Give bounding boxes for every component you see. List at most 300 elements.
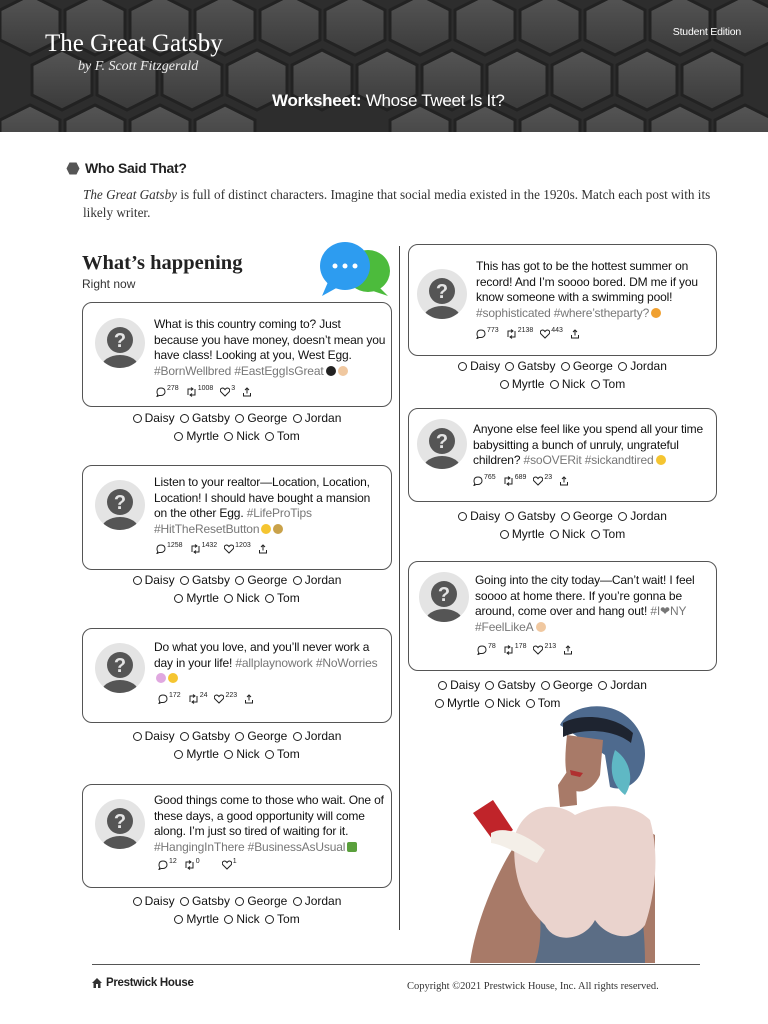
reply-count: 172 xyxy=(169,692,181,699)
svg-text:?: ? xyxy=(435,431,449,453)
radio-circle xyxy=(180,732,189,741)
book-author: by F. Scott Fitzgerald xyxy=(78,59,199,74)
choice-george[interactable] xyxy=(561,358,613,375)
svg-text:?: ? xyxy=(113,811,127,833)
heart-icon xyxy=(220,387,230,397)
choice-gatsby[interactable] xyxy=(180,572,230,589)
copyright-text: Copyright ©2021 Prestwick House, Inc. All rights reserved. xyxy=(407,981,659,992)
heart-icon xyxy=(222,860,232,870)
choice-myrtle[interactable] xyxy=(174,746,219,763)
choice-label: Nick xyxy=(236,912,260,926)
retweet-count: 178 xyxy=(514,643,527,650)
retweet-icon xyxy=(188,694,199,704)
choice-label: Tom xyxy=(277,429,300,443)
choice-label: Nick xyxy=(236,429,260,443)
choice-gatsby[interactable] xyxy=(180,893,230,910)
share-stat[interactable] xyxy=(563,645,574,655)
radio-circle xyxy=(561,512,570,521)
thinking-emoji-icon xyxy=(261,524,271,534)
choice-label: Daisy xyxy=(470,359,501,373)
choice-george[interactable] xyxy=(235,410,287,427)
choice-gatsby[interactable] xyxy=(180,728,230,745)
choice-jordan[interactable] xyxy=(293,572,342,589)
retweet-stat[interactable] xyxy=(188,694,208,704)
like-count: 1 xyxy=(232,858,237,865)
choice-label: Myrtle xyxy=(186,747,219,761)
like-count: 3 xyxy=(231,385,236,392)
choice-label: Nick xyxy=(561,527,586,541)
choice-tom[interactable] xyxy=(265,590,300,607)
radio-circle xyxy=(550,380,559,389)
retweet-icon xyxy=(503,645,514,655)
choice-label: George xyxy=(572,359,613,373)
choices-row-2 xyxy=(82,911,392,929)
section-heading xyxy=(66,160,187,176)
choice-daisy[interactable] xyxy=(438,677,480,694)
choices-row-1 xyxy=(82,728,392,746)
retweet-stat[interactable] xyxy=(503,645,527,655)
choice-label: Gatsby xyxy=(191,729,230,743)
chat-bubbles-icon xyxy=(318,240,394,298)
choice-george[interactable] xyxy=(235,893,287,910)
tweet-stats xyxy=(473,476,577,486)
svg-text:?: ? xyxy=(437,584,451,606)
reply-stat[interactable] xyxy=(156,387,179,397)
choice-label: Gatsby xyxy=(191,894,230,908)
retweet-stat[interactable] xyxy=(186,387,214,397)
choice-nick[interactable] xyxy=(550,526,585,543)
radio-circle xyxy=(235,414,244,423)
tweet-body: Good things come to those who wait. One of these days, a good opportunity will come along. I’m just so tired of waiting for it. xyxy=(154,793,384,838)
tweet-body: Do what you love, and you’ll never work a day in your life! xyxy=(154,640,370,670)
choice-daisy[interactable] xyxy=(133,572,175,589)
tweet-card xyxy=(82,465,392,570)
answer-choices xyxy=(82,728,392,764)
choice-jordan[interactable] xyxy=(618,358,667,375)
choice-label: Nick xyxy=(236,591,260,605)
top-hat-emoji-icon xyxy=(326,366,336,376)
retweet-icon xyxy=(186,387,197,397)
choices-row-2 xyxy=(82,746,392,764)
reply-count: 1258 xyxy=(167,542,183,549)
tweet-hashtags: #sophisticated #where’stheparty? xyxy=(476,305,650,320)
retweet-stat[interactable] xyxy=(503,476,527,486)
choice-tom[interactable] xyxy=(591,376,626,393)
choice-george[interactable] xyxy=(561,508,613,525)
choice-label: Jordan xyxy=(610,678,647,692)
choice-jordan[interactable] xyxy=(293,893,342,910)
radio-circle xyxy=(293,897,302,906)
choice-myrtle[interactable] xyxy=(174,590,219,607)
choice-label: Daisy xyxy=(144,573,175,587)
reply-icon xyxy=(473,476,483,486)
face-emoji-icon xyxy=(536,622,546,632)
share-icon xyxy=(570,329,580,339)
radio-circle xyxy=(293,414,302,423)
reply-stat[interactable] xyxy=(158,694,181,704)
choice-label: Gatsby xyxy=(517,509,556,523)
choice-gatsby[interactable] xyxy=(505,508,555,525)
radio-circle xyxy=(133,414,142,423)
tweet-body: Anyone else feel like you spend all your time babysitting a bunch of unruly, ungrateful children? xyxy=(473,422,704,467)
radio-circle xyxy=(224,915,233,924)
reply-count: 12 xyxy=(169,858,177,865)
radio-circle xyxy=(618,362,627,371)
reply-icon xyxy=(158,860,168,870)
heart-icon xyxy=(224,544,234,554)
choices-row-1 xyxy=(408,508,717,526)
worksheet-prefix: Worksheet: xyxy=(272,91,362,110)
worksheet-name: Whose Tweet Is It? xyxy=(365,91,505,110)
tweet-hashtags: #I❤NY #FeelLikeA xyxy=(475,604,687,634)
section-title: Who Said That? xyxy=(85,160,187,176)
retweet-icon xyxy=(503,476,514,486)
tweet-stats xyxy=(158,860,244,870)
radio-circle xyxy=(435,699,444,708)
svg-text:?: ? xyxy=(435,281,449,303)
tweet-text xyxy=(154,793,386,855)
choice-label: Gatsby xyxy=(497,678,536,692)
radio-circle xyxy=(458,362,467,371)
publisher-logo xyxy=(91,977,194,989)
tweet-card xyxy=(408,408,717,502)
radio-circle xyxy=(235,897,244,906)
choice-label: George xyxy=(247,411,288,425)
retweet-stat[interactable] xyxy=(506,329,534,339)
radio-circle xyxy=(618,512,627,521)
tweet-body: Listen to your realtor—Location, Location, Location! I should have bought a mansion on the other Egg. xyxy=(154,475,371,520)
radio-circle xyxy=(541,681,550,690)
radio-circle xyxy=(591,530,600,539)
radio-circle xyxy=(265,594,274,603)
radio-circle xyxy=(133,897,142,906)
choices-row-1 xyxy=(82,893,392,911)
radio-circle xyxy=(224,594,233,603)
choice-daisy[interactable] xyxy=(458,358,500,375)
radio-circle xyxy=(174,432,183,441)
footer-divider xyxy=(92,964,700,965)
answer-choices xyxy=(82,572,392,608)
tweet-text xyxy=(154,317,386,379)
choices-row-2 xyxy=(82,590,392,608)
prestwick-house-icon xyxy=(91,977,103,989)
column-divider xyxy=(399,246,400,930)
choice-label: Daisy xyxy=(144,411,175,425)
choice-label: Tom xyxy=(602,527,626,541)
header-banner xyxy=(0,0,768,132)
question-mark-avatar-icon xyxy=(95,318,145,368)
tweet-card xyxy=(408,561,717,671)
choice-daisy[interactable] xyxy=(458,508,500,525)
choice-label: Myrtle xyxy=(186,912,219,926)
like-count: 1203 xyxy=(235,542,251,549)
radio-circle xyxy=(438,681,447,690)
tweet-text xyxy=(154,640,386,687)
question-mark-avatar-icon xyxy=(417,419,467,469)
radio-circle xyxy=(458,512,467,521)
answer-choices xyxy=(82,410,392,446)
choice-label: George xyxy=(552,678,593,692)
choice-nick[interactable] xyxy=(224,911,259,928)
intro-book-title: The Great Gatsby xyxy=(83,187,178,202)
choices-row-1 xyxy=(408,358,717,376)
choice-label: Tom xyxy=(537,696,561,710)
tweet-body: This has got to be the hottest summer on record! And I’m soooo bored. DM me if you know someone with a swimming pool! xyxy=(476,259,698,304)
reply-icon xyxy=(156,387,166,397)
tweet-hashtags: #LifeProTips #HitTheResetButton xyxy=(154,506,312,536)
radio-circle xyxy=(500,380,509,389)
choice-label: Myrtle xyxy=(511,527,545,541)
share-stat[interactable] xyxy=(242,387,253,397)
choices-row-2 xyxy=(408,526,717,544)
choice-label: Tom xyxy=(277,591,300,605)
choice-label: Myrtle xyxy=(186,591,219,605)
money-emoji-icon xyxy=(347,842,357,852)
choice-label: Daisy xyxy=(470,509,501,523)
retweet-count: 2138 xyxy=(517,327,534,334)
choices-row-2 xyxy=(408,376,717,394)
publisher-name: Prestwick House xyxy=(106,977,194,989)
tweet-text xyxy=(473,422,711,469)
question-mark-avatar-icon xyxy=(95,480,145,530)
like-count: 213 xyxy=(544,643,557,650)
choice-daisy[interactable] xyxy=(133,410,175,427)
party-popper-emoji-icon xyxy=(651,308,661,318)
choice-label: Gatsby xyxy=(517,359,556,373)
choice-nick[interactable] xyxy=(550,376,585,393)
question-mark-avatar-icon xyxy=(417,269,467,319)
intro-paragraph xyxy=(83,186,723,222)
radio-circle xyxy=(500,530,509,539)
tweet-text xyxy=(154,475,386,537)
choices-row-1 xyxy=(420,677,665,695)
radio-circle xyxy=(265,915,274,924)
choice-label: Gatsby xyxy=(191,573,230,587)
radio-circle xyxy=(598,681,607,690)
avatar xyxy=(419,572,469,622)
intro-text: is full of distinct characters. Imagine that social media existed in the 1920s. Match each post with its likely writer. xyxy=(83,187,711,220)
radio-circle xyxy=(235,576,244,585)
choice-nick[interactable] xyxy=(224,590,259,607)
avatar xyxy=(417,269,467,319)
retweet-stat[interactable] xyxy=(184,860,200,870)
retweet-icon xyxy=(506,329,517,339)
tweet-card xyxy=(82,628,392,723)
choice-tom[interactable] xyxy=(265,428,300,445)
avatar xyxy=(95,643,145,693)
share-stat[interactable] xyxy=(570,329,581,339)
choice-gatsby[interactable] xyxy=(505,358,555,375)
choice-myrtle[interactable] xyxy=(174,911,219,928)
tired-emoji-icon xyxy=(656,455,666,465)
like-stat[interactable] xyxy=(533,476,552,486)
feed-subtitle: Right now xyxy=(82,277,136,291)
tweet-body: Going into the city today—Can’t wait! I feel soooo at home there. If you’re gonna be around, come over and hang out! xyxy=(475,573,695,618)
radio-circle xyxy=(265,432,274,441)
hexagon-bullet-icon xyxy=(66,162,80,175)
choices-row-1 xyxy=(82,410,392,428)
tweet-hashtags: #soOVERit #sickandtired xyxy=(523,453,654,467)
retweet-icon xyxy=(190,544,201,554)
tweet-card xyxy=(82,302,392,407)
retweet-stat[interactable] xyxy=(190,544,218,554)
flapper-woman-illustration xyxy=(455,695,660,963)
tweet-body: What is this country coming to? Just because you have money, doesn’t mean you have class! Looking at you, West Egg. xyxy=(154,317,386,362)
reply-count: 773 xyxy=(487,327,499,334)
choice-tom[interactable] xyxy=(265,911,300,928)
radio-circle xyxy=(550,530,559,539)
share-icon xyxy=(242,387,252,397)
heart-icon xyxy=(214,694,224,704)
tweet-hashtags: #HangingInThere #BusinessAsUsual xyxy=(154,839,346,854)
choice-label: Daisy xyxy=(144,894,175,908)
choice-myrtle[interactable] xyxy=(174,428,219,445)
choice-label: Nick xyxy=(561,377,586,391)
choice-jordan[interactable] xyxy=(293,410,342,427)
like-stat[interactable] xyxy=(220,387,235,397)
choice-label: Daisy xyxy=(144,729,175,743)
choice-myrtle[interactable] xyxy=(500,376,545,393)
heart-icon xyxy=(540,329,550,339)
avatar xyxy=(95,318,145,368)
radio-circle xyxy=(293,732,302,741)
reply-icon xyxy=(477,645,487,655)
choice-label: Myrtle xyxy=(511,377,545,391)
choice-gatsby[interactable] xyxy=(180,410,230,427)
tweet-stats xyxy=(477,645,581,655)
choice-george[interactable] xyxy=(541,677,593,694)
radio-circle xyxy=(293,576,302,585)
choices-row-2 xyxy=(82,428,392,446)
reply-count: 78 xyxy=(488,643,496,650)
choice-label: Nick xyxy=(497,696,521,710)
answer-choices xyxy=(408,358,717,394)
tennis-emoji-icon xyxy=(156,673,166,683)
choice-label: Myrtle xyxy=(447,696,480,710)
choice-label: Tom xyxy=(277,747,300,761)
choice-nick[interactable] xyxy=(224,746,259,763)
answer-choices xyxy=(408,508,717,544)
radio-circle xyxy=(505,362,514,371)
tweet-text xyxy=(476,259,710,321)
choice-tom[interactable] xyxy=(265,746,300,763)
choice-label: Myrtle xyxy=(186,429,219,443)
tweet-card xyxy=(82,784,392,888)
like-stat[interactable] xyxy=(540,329,563,339)
choice-gatsby[interactable] xyxy=(485,677,535,694)
like-stat[interactable] xyxy=(222,860,237,870)
radio-circle xyxy=(235,732,244,741)
svg-text:?: ? xyxy=(113,492,127,514)
book-title: The Great Gatsby xyxy=(45,30,223,57)
retweet-count: 1432 xyxy=(201,542,218,549)
like-stat[interactable] xyxy=(214,694,237,704)
svg-text:?: ? xyxy=(113,330,127,352)
reply-icon xyxy=(158,694,168,704)
choice-daisy[interactable] xyxy=(133,728,175,745)
tweet-stats xyxy=(156,544,276,554)
choice-myrtle[interactable] xyxy=(500,526,545,543)
choice-label: George xyxy=(247,573,288,587)
tweet-hashtags: #BornWellbred #EastEggIsGreat xyxy=(154,363,324,378)
question-mark-avatar-icon xyxy=(95,799,145,849)
radio-circle xyxy=(180,576,189,585)
like-count: 223 xyxy=(225,692,238,699)
choice-george[interactable] xyxy=(235,728,287,745)
tweet-stats xyxy=(158,694,262,704)
choice-label: Tom xyxy=(277,912,300,926)
choice-tom[interactable] xyxy=(591,526,626,543)
choice-label: Jordan xyxy=(630,509,667,523)
reply-icon xyxy=(156,544,166,554)
money-bag-emoji-icon xyxy=(273,524,283,534)
share-icon xyxy=(559,476,569,486)
choice-jordan[interactable] xyxy=(618,508,667,525)
choice-label: Jordan xyxy=(304,729,342,743)
avatar xyxy=(95,480,145,530)
retweet-count: 689 xyxy=(514,474,527,481)
like-count: 443 xyxy=(551,327,563,334)
choice-label: Jordan xyxy=(304,411,342,425)
reply-stat[interactable] xyxy=(158,860,177,870)
choice-nick[interactable] xyxy=(224,428,259,445)
choices-row-1 xyxy=(82,572,392,590)
feed-title: What’s happening xyxy=(82,252,243,274)
choice-label: Gatsby xyxy=(191,411,230,425)
share-stat[interactable] xyxy=(559,476,570,486)
radio-circle xyxy=(133,732,142,741)
radio-circle xyxy=(591,380,600,389)
worksheet-title xyxy=(272,91,505,111)
radio-circle xyxy=(224,750,233,759)
share-icon xyxy=(258,544,268,554)
radio-circle xyxy=(174,594,183,603)
radio-circle xyxy=(180,897,189,906)
choice-jordan[interactable] xyxy=(598,677,647,694)
like-stat[interactable] xyxy=(224,544,251,554)
choice-label: Jordan xyxy=(630,359,667,373)
choice-jordan[interactable] xyxy=(293,728,342,745)
retweet-count: 0 xyxy=(195,858,200,865)
tweet-text xyxy=(475,573,709,635)
radio-circle xyxy=(133,576,142,585)
egg-emoji-icon xyxy=(338,366,348,376)
heart-icon xyxy=(533,645,543,655)
choice-george[interactable] xyxy=(235,572,287,589)
reply-stat[interactable] xyxy=(476,329,499,339)
reply-stat[interactable] xyxy=(477,645,496,655)
choice-label: George xyxy=(247,729,288,743)
radio-circle xyxy=(505,512,514,521)
radio-circle xyxy=(265,750,274,759)
question-mark-avatar-icon xyxy=(419,572,469,622)
radio-circle xyxy=(485,681,494,690)
reply-count: 278 xyxy=(167,385,179,392)
choice-daisy[interactable] xyxy=(133,893,175,910)
reply-stat[interactable] xyxy=(156,544,183,554)
share-stat[interactable] xyxy=(244,694,255,704)
smile-emoji-icon xyxy=(168,673,178,683)
choice-label: Daisy xyxy=(450,678,481,692)
like-stat[interactable] xyxy=(533,645,556,655)
share-stat[interactable] xyxy=(258,544,269,554)
heart-icon xyxy=(533,476,543,486)
answer-choices xyxy=(82,893,392,929)
svg-text:?: ? xyxy=(113,655,127,677)
reply-stat[interactable] xyxy=(473,476,496,486)
tweet-card xyxy=(408,244,717,356)
retweet-count: 24 xyxy=(199,692,208,699)
